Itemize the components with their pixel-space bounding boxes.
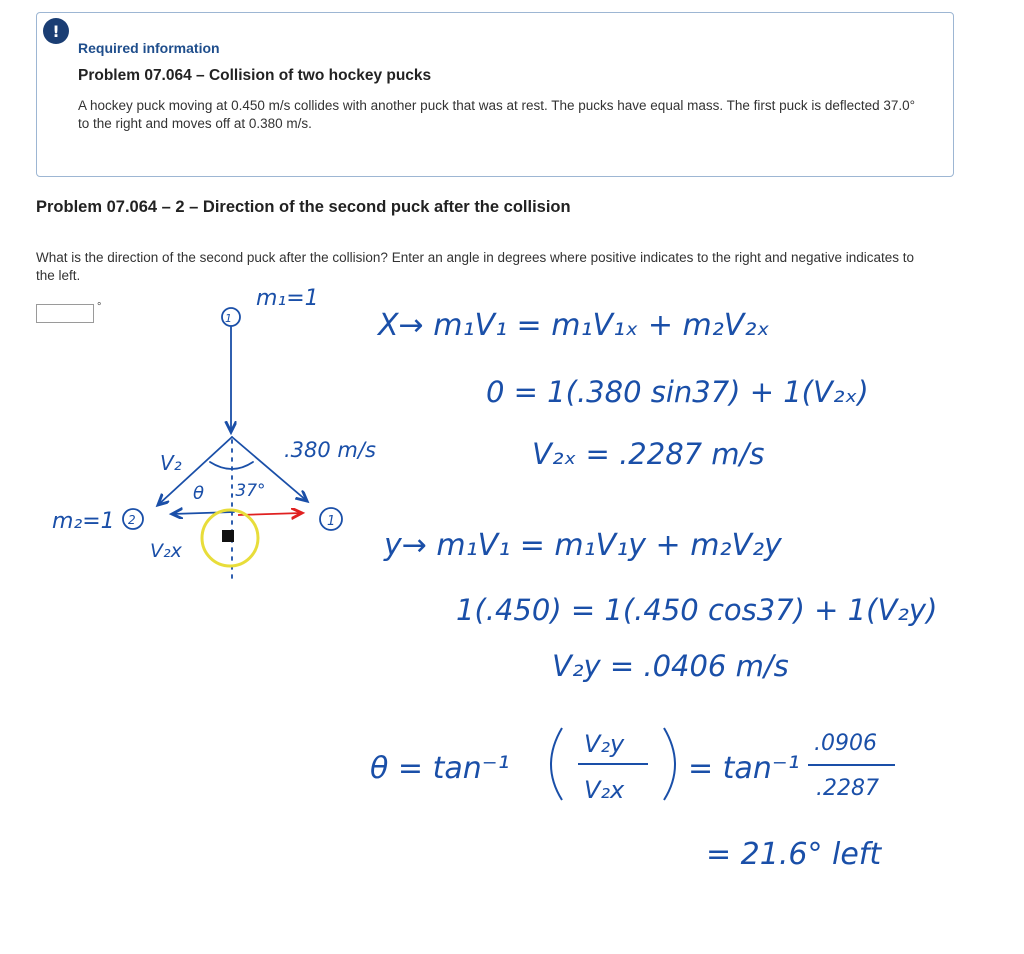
- v2-label: V₂: [160, 451, 182, 475]
- theta-denominator-value: .2287: [816, 776, 879, 801]
- theta-formula-left-paren: [551, 728, 562, 800]
- final-result: = 21.6° left: [706, 837, 882, 872]
- theta-formula-right-paren: [664, 728, 675, 800]
- v2y-result: V₂y = .0406 m/s: [552, 649, 789, 683]
- theta-label: θ: [193, 483, 205, 504]
- theta-formula-denominator: V₂x: [584, 776, 625, 804]
- theta-formula-numerator: V₂y: [584, 730, 625, 758]
- part-title: Problem 07.064 – 2 – Direction of the second puck after the collision: [36, 198, 571, 216]
- v2x-result: V₂ₓ = .2287 m/s: [532, 437, 765, 471]
- info-alert-icon: !: [43, 18, 69, 44]
- puck1-speed-label: .380 m/s: [284, 438, 376, 462]
- y-momentum-equation: y→ m₁V₁ = m₁V₁y + m₂V₂y: [384, 528, 782, 563]
- theta-numerator-value: .0906: [814, 731, 877, 756]
- v2x-component-arrow: [172, 512, 234, 514]
- cursor-crosshair-icon: [222, 530, 234, 542]
- degree-unit-label: °: [97, 301, 102, 313]
- problem-title: Problem 07.064 – Collision of two hockey pucks: [78, 67, 432, 84]
- x-momentum-substitution: 0 = 1(.380 sin37) + 1(V₂ₓ): [486, 375, 869, 409]
- angle-37-label: .37°: [230, 481, 266, 501]
- problem-statement: A hockey puck moving at 0.450 m/s collides with another puck that was at rest. The pucks have equal mass. The first puck is deflected 37.0° to the right and moves off at 0.380 m/s.: [78, 98, 916, 131]
- theta-formula-mid: = tan⁻¹: [688, 751, 800, 786]
- required-info-label: Required information: [78, 40, 220, 56]
- mass2-label: m₂=1: [52, 509, 115, 534]
- mass1-label: m₁=1: [256, 286, 319, 311]
- theta-formula-lhs: θ = tan⁻¹: [370, 751, 510, 786]
- puck1-final-label: 1: [327, 514, 336, 529]
- question-text: What is the direction of the second puck after the collision? Enter an angle in degrees where positive indicates to the right and negative indicates to the left.: [36, 250, 915, 283]
- v2x-label: V₂x: [150, 540, 182, 562]
- x-momentum-equation: X→ m₁V₁ = m₁V₁ₓ + m₂V₂ₓ: [378, 308, 770, 343]
- y-momentum-substitution: 1(.450) = 1(.450 cos37) + 1(V₂y): [456, 593, 938, 627]
- puck1-label: 1: [225, 312, 232, 325]
- puck2-label: 2: [128, 513, 136, 527]
